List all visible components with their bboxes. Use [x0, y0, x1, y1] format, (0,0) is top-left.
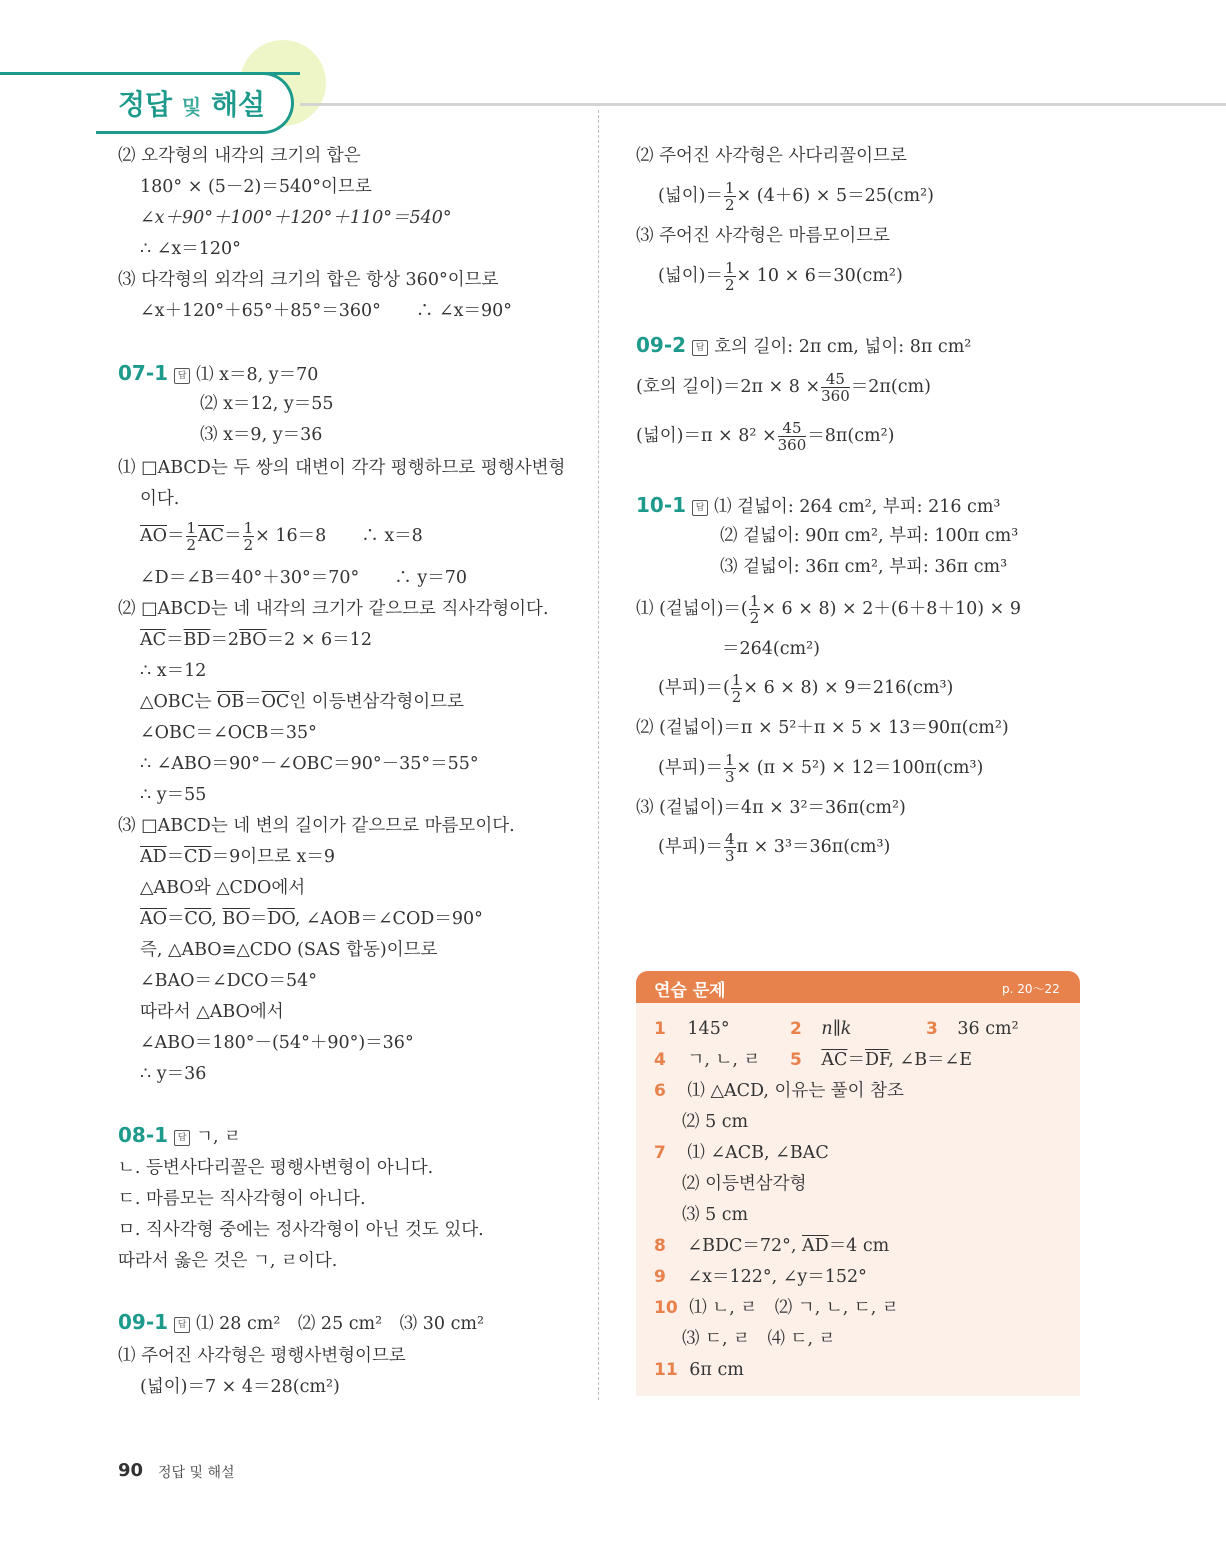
practice-row [790, 1048, 972, 1072]
numerator: 1 [749, 592, 760, 610]
segment: $\overline{OB}$ [216, 692, 245, 712]
denominator: 2 [186, 536, 197, 554]
numerator: 45 [778, 420, 807, 437]
header-rule-grey [300, 103, 1226, 106]
text-line: 따라서 △ABO에서 [140, 1002, 284, 1022]
eq: × 16＝8 ∴ x＝8 [255, 526, 423, 546]
equation-line [140, 520, 423, 553]
eq: ＝9이므로 x＝9 [211, 847, 336, 867]
text-line: 즉, △ABO≡△CDO (SAS 합동)이므로 [140, 940, 438, 960]
text-line: ∴ y＝36 [140, 1064, 207, 1084]
answer-icon: 답 [692, 500, 708, 516]
item-number: 6 [654, 1081, 666, 1101]
question-tag: 10-1 [636, 493, 687, 517]
answer-text: ⑴ 겉넓이: 264 cm², 부피: 216 cm³ [714, 497, 1001, 517]
answer-text: ⑴ x＝8, y＝70 [196, 365, 319, 385]
numerator: 1 [731, 671, 742, 689]
fraction [731, 672, 743, 705]
eq: △OBC는 [140, 692, 217, 712]
text-line: ∴ y＝55 [140, 785, 207, 805]
eq: (부피)＝ [658, 837, 723, 857]
eq: ＝2π(cm) [850, 377, 931, 397]
eq: π × 3³＝36π(cm³) [736, 837, 891, 857]
segment: $\overline{AC}$ [821, 1050, 848, 1070]
item-answer: 6π cm [689, 1360, 744, 1380]
text-line: ∠x＋90°＋100°＋120°＋110°＝540° [140, 208, 452, 228]
equation-line [658, 672, 953, 705]
denominator: 3 [724, 768, 735, 786]
equation-line [140, 907, 483, 931]
practice-row [654, 1296, 899, 1320]
page-title [118, 83, 265, 123]
text-line: 이다. [140, 489, 180, 509]
segment: $\overline{CO}$ [184, 909, 212, 929]
text-line: ∴ ∠x＝120° [140, 239, 241, 259]
numerator: 1 [724, 259, 735, 277]
text-line: ⑶ 다각형의 외각의 크기의 합은 항상 360°이므로 [118, 270, 499, 290]
text-line: ∴ x＝12 [140, 661, 207, 681]
equation-line [636, 593, 1021, 626]
question-tag: 07-1 [118, 361, 169, 385]
segment: $\overline{CD}$ [184, 847, 212, 867]
question-tag: 08-1 [118, 1123, 169, 1147]
practice-row [654, 1141, 829, 1165]
text-line: ∠BAO＝∠DCO＝54° [140, 971, 317, 991]
denominator: 2 [749, 609, 760, 627]
item-number: 3 [926, 1019, 938, 1039]
item-answer: ⑶ 5 cm [682, 1205, 749, 1225]
fraction [821, 371, 850, 404]
text-line: ∴ ∠ABO＝90°－∠OBC＝90°－35°＝55° [140, 754, 479, 774]
eq: ＝4 cm [828, 1236, 890, 1256]
title-word-3: 해설 [210, 88, 266, 121]
item-answer: ⑶ ㄷ, ㄹ ⑷ ㄷ, ㄹ [682, 1329, 836, 1349]
equation-line [658, 752, 983, 785]
item-answer: 36 cm² [957, 1019, 1019, 1039]
denominator: 2 [724, 196, 735, 214]
item-answer: ∠x＝122°, ∠y＝152° [687, 1267, 867, 1287]
equation-line [658, 831, 890, 864]
numerator: 1 [243, 519, 254, 537]
eq: ＝ [166, 847, 185, 867]
denominator: 360 [821, 387, 850, 405]
answer-text: ⑵ 겉넓이: 90π cm², 부피: 100π cm³ [720, 526, 1019, 546]
item-number: 5 [790, 1050, 802, 1070]
eq: × (π × 5²) × 12＝100π(cm³) [736, 758, 984, 778]
question-header [118, 1123, 241, 1149]
segment: $\overline{AD}$ [802, 1236, 829, 1256]
question-header [118, 1310, 484, 1336]
text-line: ＝264(cm²) [722, 639, 820, 659]
item-number: 11 [654, 1360, 678, 1380]
eq: ＝ [244, 692, 262, 712]
title-word-2: 및 [181, 95, 202, 119]
practice-title: 연습 문제 [654, 981, 726, 1001]
eq: (부피)＝ [658, 758, 723, 778]
numerator: 4 [724, 830, 735, 848]
numerator: 1 [186, 519, 197, 537]
question-tag: 09-2 [636, 333, 687, 357]
item-number: 9 [654, 1267, 666, 1287]
practice-row [654, 1079, 904, 1103]
eq: × 6 × 8) × 9＝216(cm³) [743, 678, 954, 698]
answer-text: ⑴ 28 cm² ⑵ 25 cm² ⑶ 30 cm² [196, 1314, 484, 1334]
text-line: ∠D＝∠B＝40°＋30°＝70° ∴ y＝70 [140, 568, 467, 588]
item-number: 7 [654, 1143, 666, 1163]
item-answer: ㄱ, ㄴ, ㄹ [687, 1050, 761, 1070]
answer-text: 호의 길이: 2π cm, 넓이: 8π cm² [714, 337, 972, 357]
eq: ＝ [167, 909, 185, 929]
eq: ＝ [224, 526, 242, 546]
text-line: 180° × (5－2)＝540°이므로 [140, 177, 372, 197]
answer-icon: 답 [174, 1130, 190, 1146]
question-header [636, 333, 971, 359]
numerator: 1 [724, 179, 735, 197]
footer-label: 정답 및 해설 [158, 1465, 235, 1481]
denominator: 2 [243, 536, 254, 554]
text-line: ㄴ. 등변사다리꼴은 평행사변형이 아니다. [118, 1158, 434, 1178]
text-line: ⑵ 주어진 사각형은 사다리꼴이므로 [636, 146, 907, 166]
eq: ＝2 × 6＝12 [266, 630, 372, 650]
text-line: ⑴ □ABCD는 두 쌍의 대변이 각각 평행하므로 평행사변형 [118, 458, 566, 478]
item-number: 1 [654, 1019, 666, 1039]
text-line: ⑴ 주어진 사각형은 평행사변형이므로 [118, 1346, 406, 1366]
fraction [186, 520, 198, 553]
segment: $\overline{DO}$ [267, 909, 295, 929]
answer-icon: 답 [174, 1317, 190, 1333]
equation-line [636, 420, 894, 453]
item-answer: ∠BDC＝72°, [687, 1236, 803, 1256]
text-line: ∠OBC＝∠OCB＝35° [140, 723, 317, 743]
text-line: ⑶ (겉넓이)＝4π × 3²＝36π(cm²) [636, 798, 906, 818]
text-line: ⑶ 주어진 사각형은 마름모이므로 [636, 226, 890, 246]
eq: , ∠B＝∠E [888, 1050, 972, 1070]
item-answer: ⑴ △ACD, 이유는 풀이 참조 [687, 1081, 904, 1101]
text-line: ㅁ. 직사각형 중에는 정사각형이 아닌 것도 있다. [118, 1220, 484, 1240]
column-divider [598, 110, 599, 1400]
fraction [778, 420, 807, 453]
segment: $\overline{AC}$ [140, 630, 167, 650]
fraction [724, 180, 736, 213]
equation-line [140, 690, 464, 714]
text-line: ⑶ □ABCD는 네 변의 길이가 같으므로 마름모이다. [118, 816, 515, 836]
item-answer: ⑴ ∠ACB, ∠BAC [687, 1143, 829, 1163]
denominator: 3 [724, 847, 735, 865]
segment: $\overline{BO}$ [222, 909, 250, 929]
answer-icon: 답 [692, 340, 708, 356]
segment: $\overline{AO}$ [140, 526, 167, 546]
text-line: ⑵ (겉넓이)＝π × 5²＋π × 5 × 13＝90π(cm²) [636, 718, 1009, 738]
practice-row [654, 1048, 760, 1072]
segment: $\overline{AC}$ [198, 526, 225, 546]
fraction [243, 520, 255, 553]
fraction [749, 593, 761, 626]
eq: (호의 길이)＝2π × 8 × [636, 377, 821, 397]
eq: , ∠AOB＝∠COD＝90° [294, 909, 483, 929]
item-number: 2 [790, 1019, 802, 1039]
text-line: ㄷ. 마름모는 직사각형이 아니다. [118, 1189, 366, 1209]
denominator: 2 [731, 688, 742, 706]
eq: × 6 × 8) × 2＋(6＋8＋10) × 9 [761, 599, 1021, 619]
question-tag: 09-1 [118, 1310, 169, 1334]
equation-line [140, 845, 335, 869]
practice-pages: p. 20～22 [1002, 982, 1060, 996]
eq: 인 이등변삼각형이므로 [289, 692, 464, 712]
eq: ＝2 [210, 630, 240, 650]
practice-row [654, 1358, 744, 1382]
answer-text: ⑵ x＝12, y＝55 [200, 394, 334, 414]
text-line: ⑵ 오각형의 내각의 크기의 합은 [118, 146, 361, 166]
answer-text: ⑶ x＝9, y＝36 [200, 425, 323, 445]
equation-line [140, 628, 372, 652]
text-line: ⑵ □ABCD는 네 내각의 크기가 같으므로 직사각형이다. [118, 599, 549, 619]
practice-row [654, 1017, 730, 1041]
practice-row [926, 1017, 1019, 1041]
text-line: ∠ABO＝180°－(54°＋90°)＝36° [140, 1033, 414, 1053]
item-answer: 145° [687, 1019, 730, 1039]
eq: ＝ [847, 1050, 865, 1070]
practice-row [654, 1265, 867, 1289]
practice-row [790, 1017, 851, 1041]
eq: (넓이)＝ [658, 266, 723, 286]
eq: ⑴ (겉넓이)＝( [636, 599, 748, 619]
answer-icon: 답 [174, 368, 190, 384]
equation-line [658, 180, 934, 213]
answer-text: ⑶ 겉넓이: 36π cm², 부피: 36π cm³ [720, 557, 1008, 577]
equation-line [636, 371, 931, 404]
numerator: 45 [821, 371, 850, 388]
text-line: △ABO와 △CDO에서 [140, 878, 306, 898]
page-number: 90 [118, 1460, 144, 1481]
fraction [724, 260, 736, 293]
eq: , [211, 909, 223, 929]
item-number: 10 [654, 1298, 678, 1318]
denominator: 360 [777, 436, 807, 454]
eq: × (4＋6) × 5＝25(cm²) [736, 186, 934, 206]
segment: $\overline{DF}$ [864, 1050, 889, 1070]
title-word-1: 정답 [118, 88, 173, 121]
eq: (넓이)＝ [658, 186, 723, 206]
item-number: 8 [654, 1236, 666, 1256]
practice-row [654, 1234, 889, 1258]
segment: $\overline{AO}$ [140, 909, 167, 929]
denominator: 2 [724, 276, 735, 294]
text-line: ∠x＋120°＋65°＋85°＝360° ∴ ∠x＝90° [140, 301, 512, 321]
equation-line [658, 260, 903, 293]
eq: × 10 × 6＝30(cm²) [736, 266, 903, 286]
eq: ＝ [167, 526, 185, 546]
eq: (넓이)＝π × 8² × [636, 426, 777, 446]
item-answer: ⑵ 5 cm [682, 1112, 749, 1132]
text-line: 따라서 옳은 것은 ㄱ, ㄹ이다. [118, 1251, 338, 1271]
eq: ＝ [166, 630, 184, 650]
segment: $\overline{AD}$ [140, 847, 167, 867]
eq: ＝ [249, 909, 268, 929]
answer-text: ㄱ, ㄹ [196, 1127, 241, 1147]
segment: $\overline{BO}$ [239, 630, 267, 650]
question-header [636, 493, 1000, 519]
eq: ＝8π(cm²) [807, 426, 895, 446]
segment: $\overline{OC}$ [261, 692, 290, 712]
item-answer: n∥k [821, 1019, 852, 1039]
item-answer: ⑴ ㄴ, ㄹ ⑵ ㄱ, ㄴ, ㄷ, ㄹ [689, 1298, 899, 1318]
fraction [724, 831, 736, 864]
fraction [724, 752, 736, 785]
item-number: 4 [654, 1050, 666, 1070]
item-answer: ⑵ 이등변삼각형 [682, 1174, 807, 1194]
question-header [118, 361, 318, 387]
eq: (부피)＝( [658, 678, 730, 698]
numerator: 1 [724, 751, 735, 769]
segment: $\overline{BD}$ [183, 630, 211, 650]
text-line: (넓이)＝7 × 4＝28(cm²) [140, 1377, 340, 1397]
